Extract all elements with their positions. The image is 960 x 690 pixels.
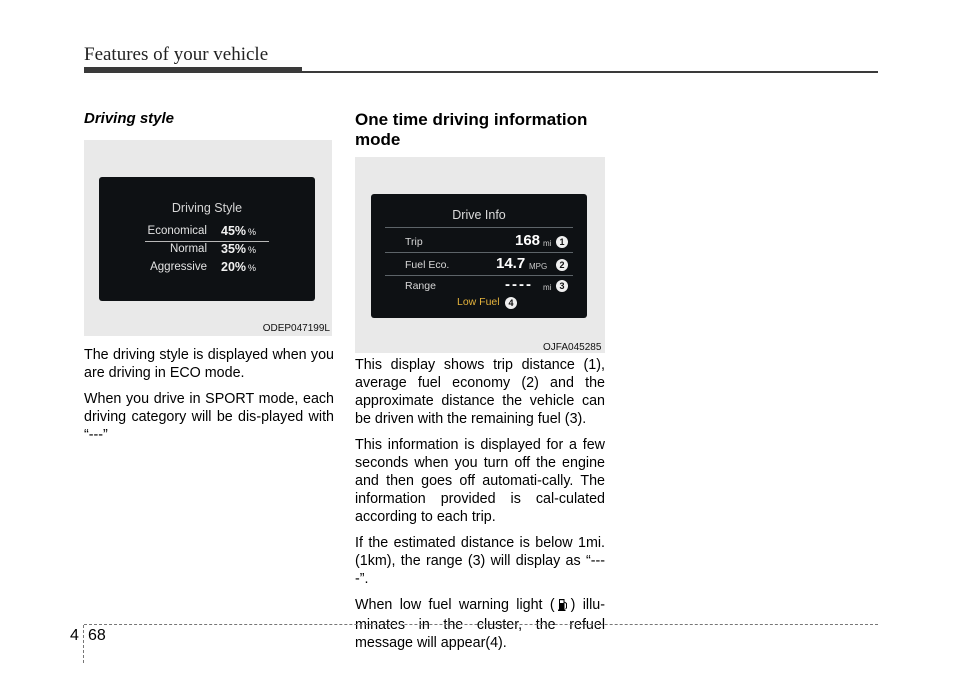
figure-code: OJFA045285 <box>543 342 602 353</box>
fuel-eco-unit: MPG <box>529 262 548 271</box>
page-number: 68 <box>88 627 106 644</box>
low-fuel-message: Low Fuel <box>457 296 500 308</box>
header-bar <box>84 67 302 73</box>
paragraph: When you drive in SPORT mode, each driving category will be dis-played with “---” <box>84 391 334 443</box>
driving-style-heading: Driving style <box>84 110 175 127</box>
fuel-eco-value: 14.7 <box>496 255 526 272</box>
drive-info-screen <box>371 194 587 318</box>
screen-divider <box>385 252 573 253</box>
page-header-title: Features of your vehicle <box>84 44 269 65</box>
fuel-eco-label: Fuel Eco. <box>405 259 450 271</box>
trip-unit: mi <box>543 239 552 248</box>
driving-style-screen <box>99 177 315 301</box>
range-value: ---- <box>505 276 533 293</box>
driving-style-screen-title: Driving Style <box>171 201 243 215</box>
drive-info-figure <box>355 157 605 353</box>
normal-percent: 35% % <box>221 242 257 256</box>
figure-code: ODEP047199L <box>262 323 330 334</box>
paragraph: This display shows trip distance (1), average fuel economy (2) and the approximate distance the vehicle can be driven with the remaining fuel (3). <box>355 357 605 427</box>
header-rule <box>302 71 878 73</box>
aggressive-percent: 20% % <box>221 260 257 274</box>
range-label: Range <box>405 280 436 292</box>
paragraph-start: When low fuel warning light ( <box>355 597 555 613</box>
paragraph-end: ) illu-minates in the cluster, the refuel message will appear(4). <box>355 597 605 651</box>
left-body-text <box>84 346 334 452</box>
screen-divider <box>385 275 573 276</box>
aggressive-label: Aggressive <box>150 261 207 273</box>
marker-2: 2 <box>556 259 568 271</box>
middle-column <box>355 110 607 150</box>
marker-4: 4 <box>505 297 517 309</box>
paragraph: If the estimated distance is below 1mi. (1km), the range (3) will display as “----”. <box>355 535 605 587</box>
driving-style-figure <box>84 140 332 336</box>
section-number: 4 <box>70 627 79 644</box>
paragraph: The driving style is displayed when you are driving in ECO mode. <box>84 347 334 381</box>
normal-label: Normal <box>169 243 207 255</box>
section-title: One time driving information mode <box>355 110 588 149</box>
economical-percent: 45% % <box>221 224 257 238</box>
trip-label: Trip <box>405 236 423 248</box>
marker-1: 1 <box>556 236 568 248</box>
footer-divider-tick <box>83 625 85 663</box>
fuel-pump-icon <box>558 598 568 616</box>
economical-label: Economical <box>147 225 207 237</box>
screen-divider <box>385 227 573 228</box>
marker-3: 3 <box>556 280 568 292</box>
trip-value: 168 <box>515 232 541 249</box>
middle-body-text <box>355 356 605 660</box>
paragraph: This information is displayed for a few seconds when you turn off the engine and then goes off automati-cally. The information provided is cal-culated according to each trip. <box>355 437 605 525</box>
range-unit: mi <box>543 283 552 292</box>
left-column <box>84 110 334 127</box>
footer-dashed-rule <box>84 624 878 625</box>
drive-info-screen-title: Drive Info <box>452 208 506 222</box>
